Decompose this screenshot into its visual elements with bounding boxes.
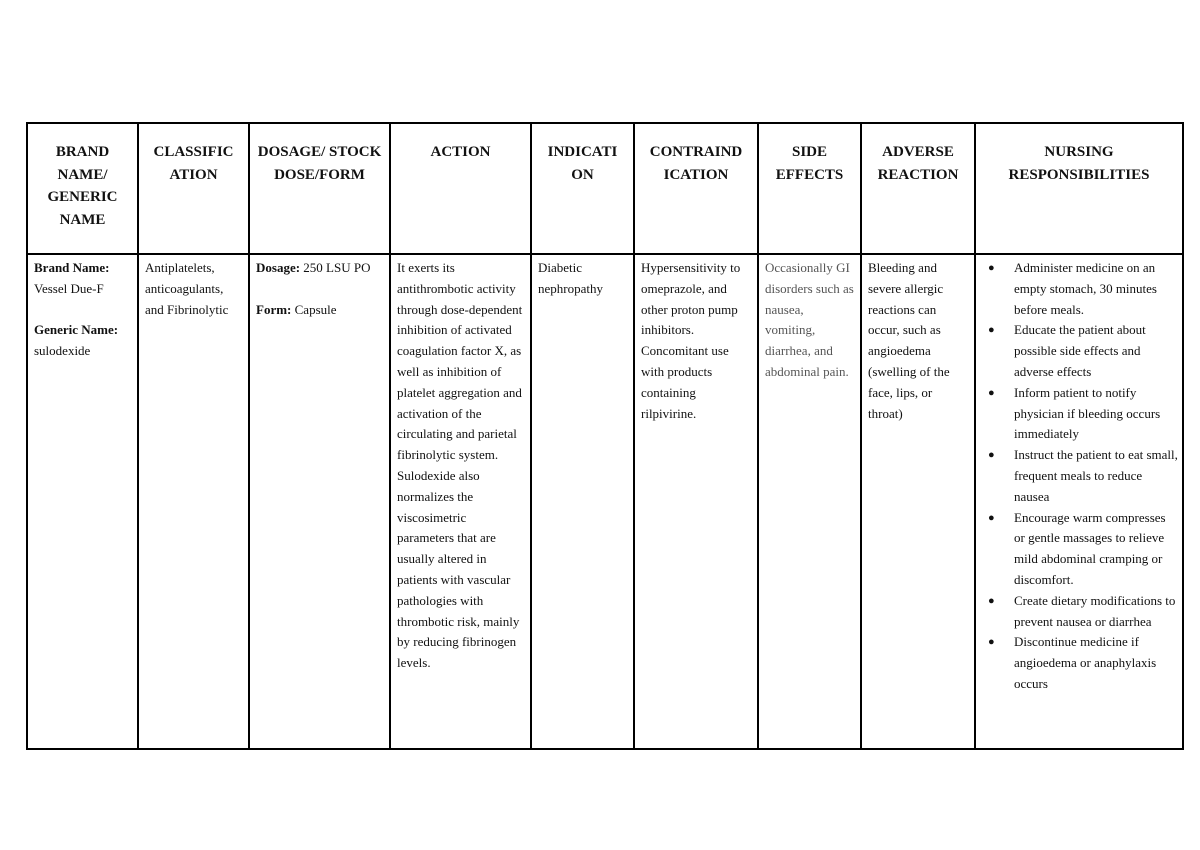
header-brand-generic: BRAND NAME/ GENERIC NAME xyxy=(27,123,138,254)
cell-indication: Diabetic nephropathy xyxy=(531,254,634,749)
dosage-label: Dosage: xyxy=(256,260,301,275)
bullet-icon: ● xyxy=(988,511,995,524)
header-classification: CLASSIFIC ATION xyxy=(138,123,249,254)
list-item: ● Create dietary modifications to prevent nausea or diarrhea xyxy=(988,592,1176,629)
cell-classification: Antiplatelets, anticoagulants, and Fibrinolytic xyxy=(138,254,249,749)
bullet-icon: ● xyxy=(988,262,995,274)
cell-contraindication: Hypersensitivity to omeprazole, and other proton pump inhibitors. Concomitant use with products containing rilpivirine. xyxy=(634,254,758,749)
header-dosage: DOSAGE/ STOCK DOSE/FORM xyxy=(249,123,390,254)
header-adverse-reaction: ADVERSE REACTION xyxy=(861,123,975,254)
list-item: ● Instruct the patient to eat small, frequent meals to reduce nausea xyxy=(988,447,1178,504)
nursing-list xyxy=(982,258,1178,695)
generic-name-value: sulodexide xyxy=(34,343,91,359)
header-nursing-responsibilities: NURSING RESPONSIBILITIES xyxy=(975,123,1183,254)
bullet-icon: ● xyxy=(988,594,995,607)
brand-name-value: Vessel Due-F xyxy=(34,280,104,296)
list-item: ● Inform patient to notify physician if bleeding occurs immediately xyxy=(988,384,1161,442)
list-item: ● Discontinue medicine if angioedema or anaphylaxis occurs xyxy=(988,634,1157,691)
bullet-icon: ● xyxy=(988,636,995,649)
header-action: ACTION xyxy=(390,123,531,254)
cell-nursing-responsibilities xyxy=(975,254,1183,749)
header-contraindication: CONTRAIND ICATION xyxy=(634,123,758,254)
drug-study-table xyxy=(26,122,1184,750)
list-item: ● Encourage warm compresses or gentle massages to relieve mild abdominal cramping or discomfort. xyxy=(988,509,1166,587)
cell-dosage xyxy=(249,254,390,749)
form-value: Capsule xyxy=(294,301,337,317)
generic-name-label: Generic Name: xyxy=(34,322,119,338)
cell-adverse-reaction: Bleeding and severe allergic reactions can occur, such as angioedema (swelling of the face, lips, or throat) xyxy=(861,254,975,749)
list-item: ● Educate the patient about possible side effects and adverse effects xyxy=(988,322,1146,379)
table-row xyxy=(27,254,1183,749)
brand-name-label: Brand Name: xyxy=(34,260,110,275)
cell-action: It exerts its antithrombotic activity through dose-dependent inhibition of activated coagulation factor X, as well as inhibition of platelet aggregation and activation of the circulating and parietal fibrinolytic system. Sulodexide also normalizes the viscosimetric parameters that are usually altered in patients with vascular pathologies with thrombotic risk, mainly by reducing fibrinogen levels. xyxy=(390,254,531,749)
header-row xyxy=(27,123,1183,254)
list-item: ● Administer medicine on an empty stomach, 30 minutes before meals. xyxy=(988,260,1157,317)
bullet-icon: ● xyxy=(988,324,995,337)
form-label: Form: xyxy=(256,301,292,317)
header-side-effects: SIDE EFFECTS xyxy=(758,123,861,254)
bullet-icon: ● xyxy=(988,449,995,462)
header-indication: INDICATI ON xyxy=(531,123,634,254)
dosage-value: 250 LSU PO xyxy=(303,260,371,275)
cell-side-effects: Occasionally GI disorders such as nausea, vomiting, diarrhea, and abdominal pain. xyxy=(758,254,861,749)
bullet-icon: ● xyxy=(988,386,995,399)
cell-brand-generic xyxy=(27,254,138,749)
